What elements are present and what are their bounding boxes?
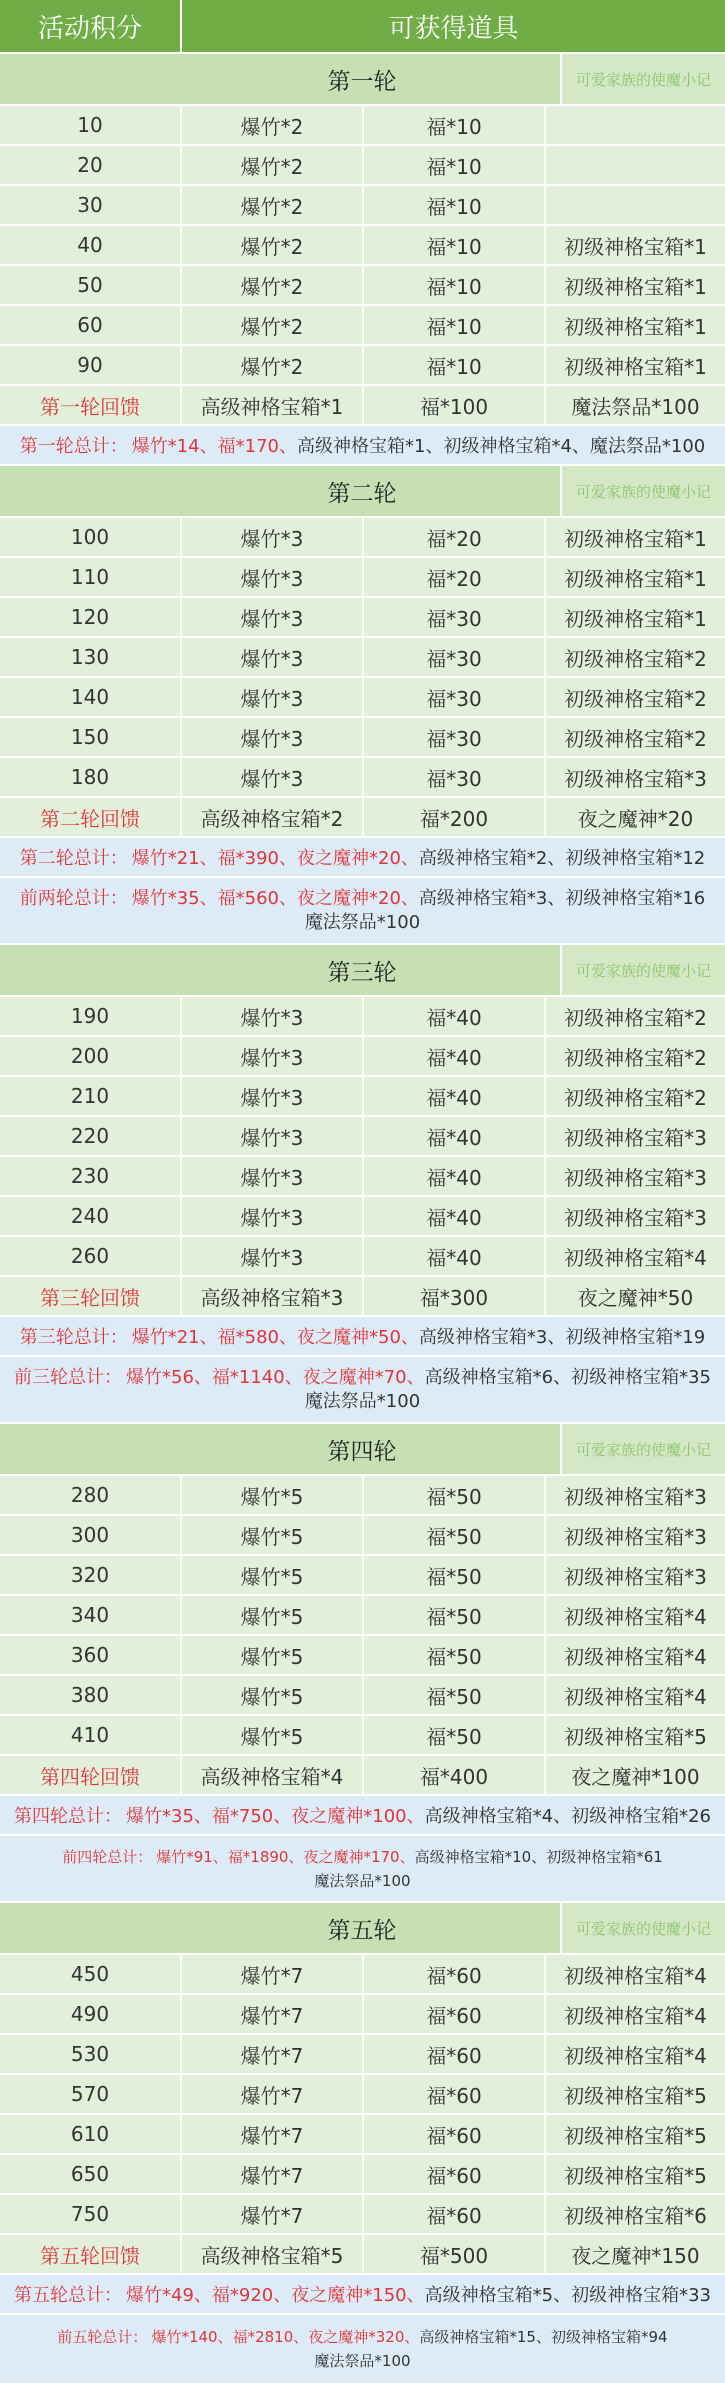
table-row: [0, 758, 725, 796]
fu-cell: 福*40: [364, 1117, 544, 1155]
firecracker-cell: 爆竹*3: [182, 638, 362, 676]
table-row: [0, 2075, 725, 2113]
round-title: 第三轮: [0, 945, 560, 995]
firecracker-cell: 爆竹*2: [182, 186, 362, 224]
chest-cell: 初级神格宝箱*3: [546, 1556, 725, 1594]
total-highlight: 爆竹*21、福*390、夜之魔神*20、: [131, 848, 419, 869]
table-row: [0, 1516, 725, 1554]
chest-cell: 初级神格宝箱*5: [546, 2115, 725, 2153]
table-header: [0, 0, 725, 52]
total-rest: 高级神格宝箱*15、初级神格宝箱*94: [419, 2328, 668, 2346]
firecracker-cell: 爆竹*3: [182, 678, 362, 716]
fu-cell: 福*400: [364, 1756, 544, 1794]
total-rest: 高级神格宝箱*5、初级神格宝箱*33: [424, 2285, 711, 2306]
round-total-row: [0, 426, 725, 464]
feedback-label: 第三轮回馈: [0, 1277, 180, 1315]
round-title: 第五轮: [0, 1903, 560, 1953]
firecracker-cell: 爆竹*2: [182, 226, 362, 264]
chest-cell: 初级神格宝箱*3: [546, 1476, 725, 1514]
round-section: [0, 1903, 725, 2383]
firecracker-cell: 爆竹*7: [182, 2075, 362, 2113]
round-title: 第二轮: [0, 466, 560, 516]
table-row: [0, 1716, 725, 1754]
points-cell: 120: [0, 598, 180, 636]
firecracker-cell: 爆竹*3: [182, 1197, 362, 1235]
total-label: 前三轮总计：: [14, 1366, 122, 1388]
firecracker-cell: 爆竹*5: [182, 1596, 362, 1634]
points-cell: 610: [0, 2115, 180, 2153]
feedback-row: [0, 798, 725, 836]
table-row: [0, 186, 725, 224]
firecracker-cell: 爆竹*5: [182, 1716, 362, 1754]
chest-cell: 夜之魔神*100: [546, 1756, 725, 1794]
fu-cell: 福*30: [364, 598, 544, 636]
total-rest: 高级神格宝箱*6、初级神格宝箱*35: [424, 1366, 711, 1388]
table-row: [0, 106, 725, 144]
cumulative-total: [0, 2315, 725, 2383]
chest-cell: 初级神格宝箱*2: [546, 638, 725, 676]
table-row: [0, 1676, 725, 1714]
table-row: [0, 518, 725, 556]
round-section: [0, 1424, 725, 1901]
total-highlight: 爆竹*49、福*920、夜之魔神*150、: [126, 2285, 425, 2306]
firecracker-cell: 爆竹*7: [182, 1995, 362, 2033]
fu-cell: 福*60: [364, 2195, 544, 2233]
round-total-line: [20, 432, 706, 458]
points-cell: 450: [0, 1955, 180, 1993]
table-row: [0, 2155, 725, 2193]
round-header: [0, 945, 725, 995]
points-cell: 230: [0, 1157, 180, 1195]
cumulative-total-row: [0, 1357, 725, 1422]
table-row: [0, 1117, 725, 1155]
chest-cell: 初级神格宝箱*1: [546, 346, 725, 384]
points-cell: 750: [0, 2195, 180, 2233]
points-cell: 650: [0, 2155, 180, 2193]
round-section: [0, 466, 725, 943]
chest-cell: 初级神格宝箱*4: [546, 1995, 725, 2033]
fu-cell: 福*30: [364, 758, 544, 796]
points-cell: 320: [0, 1556, 180, 1594]
total-rest: 高级神格宝箱*3、初级神格宝箱*19: [418, 1327, 706, 1348]
chest-cell: 初级神格宝箱*4: [546, 1596, 725, 1634]
fu-cell: 福*60: [364, 2155, 544, 2193]
firecracker-cell: 高级神格宝箱*2: [182, 798, 362, 836]
total-rest: 高级神格宝箱*3、初级神格宝箱*16: [418, 887, 706, 909]
round-total-line: [14, 1802, 711, 1828]
chest-cell: 初级神格宝箱*2: [546, 1037, 725, 1075]
firecracker-cell: 爆竹*5: [182, 1476, 362, 1514]
fu-cell: 福*40: [364, 997, 544, 1035]
round-header: [0, 1903, 725, 1953]
fu-cell: 福*60: [364, 1955, 544, 1993]
total-label: 前五轮总计：: [57, 2328, 148, 2346]
fu-cell: 福*60: [364, 2115, 544, 2153]
round-header: [0, 466, 725, 516]
firecracker-cell: 爆竹*3: [182, 1037, 362, 1075]
table-row: [0, 1596, 725, 1634]
total-highlight: 爆竹*14、福*170、: [131, 436, 297, 457]
firecracker-cell: 高级神格宝箱*1: [182, 386, 362, 424]
round-total-row: [0, 2275, 725, 2313]
chest-cell: 初级神格宝箱*3: [546, 1516, 725, 1554]
firecracker-cell: 爆竹*3: [182, 758, 362, 796]
table-row: [0, 1955, 725, 1993]
table-row: [0, 2195, 725, 2233]
table-row: [0, 997, 725, 1035]
table-row: [0, 598, 725, 636]
round-total: [0, 838, 725, 876]
total-label: 第二轮总计：: [19, 848, 128, 869]
credit-note: 可爱家族的使魔小记: [562, 945, 725, 995]
round-header: [0, 54, 725, 104]
round-title: 第一轮: [0, 54, 560, 104]
round-total-row: [0, 838, 725, 876]
chest-cell: 夜之魔神*20: [546, 798, 725, 836]
firecracker-cell: 爆竹*2: [182, 266, 362, 304]
firecracker-cell: 爆竹*3: [182, 558, 362, 596]
table-row: [0, 1237, 725, 1275]
firecracker-cell: 爆竹*2: [182, 306, 362, 344]
firecracker-cell: 爆竹*3: [182, 718, 362, 756]
total-label: 前四轮总计：: [62, 1847, 153, 1866]
firecracker-cell: 爆竹*3: [182, 518, 362, 556]
firecracker-cell: 爆竹*7: [182, 1955, 362, 1993]
firecracker-cell: 爆竹*7: [182, 2115, 362, 2153]
table-row: [0, 1157, 725, 1195]
firecracker-cell: 爆竹*3: [182, 1237, 362, 1275]
feedback-row: [0, 1756, 725, 1794]
fu-cell: 福*60: [364, 1995, 544, 2033]
round-title: 第四轮: [0, 1424, 560, 1474]
total-rest: 高级神格宝箱*2、初级神格宝箱*12: [418, 848, 706, 869]
chest-cell: 初级神格宝箱*1: [546, 598, 725, 636]
fu-cell: 福*40: [364, 1237, 544, 1275]
round-total-line: [14, 2281, 711, 2307]
points-column-header: 活动积分: [0, 0, 180, 52]
table-row: [0, 678, 725, 716]
firecracker-cell: 爆竹*5: [182, 1636, 362, 1674]
fu-cell: 福*10: [364, 106, 544, 144]
points-cell: 360: [0, 1636, 180, 1674]
total-label: 第三轮总计：: [19, 1327, 128, 1348]
credit-note: 可爱家族的使魔小记: [562, 54, 725, 104]
fu-cell: 福*20: [364, 558, 544, 596]
chest-cell: 魔法祭品*100: [546, 386, 725, 424]
fu-cell: 福*40: [364, 1157, 544, 1195]
points-cell: 60: [0, 306, 180, 344]
chest-cell: 夜之魔神*150: [546, 2235, 725, 2273]
fu-cell: 福*60: [364, 2035, 544, 2073]
firecracker-cell: 爆竹*3: [182, 1117, 362, 1155]
firecracker-cell: 爆竹*3: [182, 1077, 362, 1115]
round-section: [0, 945, 725, 1422]
cumulative-total-row: [0, 1836, 725, 1901]
table-row: [0, 266, 725, 304]
points-cell: 340: [0, 1596, 180, 1634]
points-cell: 10: [0, 106, 180, 144]
points-cell: 220: [0, 1117, 180, 1155]
table-row: [0, 346, 725, 384]
total-highlight: 爆竹*56、福*1140、夜之魔神*70、: [126, 1366, 425, 1388]
cumulative-total-line: [14, 1366, 711, 1390]
points-cell: 150: [0, 718, 180, 756]
fu-cell: 福*50: [364, 1596, 544, 1634]
items-column-header: 可获得道具: [182, 0, 725, 52]
points-cell: 410: [0, 1716, 180, 1754]
round-total-line: [20, 1323, 706, 1349]
firecracker-cell: 爆竹*5: [182, 1516, 362, 1554]
fu-cell: 福*60: [364, 2075, 544, 2113]
points-cell: 100: [0, 518, 180, 556]
credit-note: 可爱家族的使魔小记: [562, 1424, 725, 1474]
firecracker-cell: 爆竹*7: [182, 2035, 362, 2073]
credit-note: 可爱家族的使魔小记: [562, 1903, 725, 1953]
points-cell: 130: [0, 638, 180, 676]
cumulative-total-line2: 魔法祭品*100: [304, 1390, 421, 1412]
chest-cell: 初级神格宝箱*1: [546, 518, 725, 556]
points-cell: 200: [0, 1037, 180, 1075]
fu-cell: 福*200: [364, 798, 544, 836]
firecracker-cell: 爆竹*3: [182, 997, 362, 1035]
fu-cell: 福*500: [364, 2235, 544, 2273]
chest-cell: 初级神格宝箱*4: [546, 1636, 725, 1674]
firecracker-cell: 爆竹*3: [182, 1157, 362, 1195]
total-rest: 高级神格宝箱*10、初级神格宝箱*61: [414, 1847, 663, 1866]
firecracker-cell: 高级神格宝箱*4: [182, 1756, 362, 1794]
chest-cell: 初级神格宝箱*2: [546, 678, 725, 716]
points-cell: 490: [0, 1995, 180, 2033]
table-row: [0, 1197, 725, 1235]
round-total: [0, 2275, 725, 2313]
chest-cell: 初级神格宝箱*1: [546, 226, 725, 264]
points-cell: 40: [0, 226, 180, 264]
points-cell: 110: [0, 558, 180, 596]
points-cell: 190: [0, 997, 180, 1035]
total-highlight: 爆竹*35、福*560、夜之魔神*20、: [131, 887, 419, 909]
round-section: [0, 54, 725, 464]
points-cell: 90: [0, 346, 180, 384]
chest-cell: 初级神格宝箱*2: [546, 718, 725, 756]
feedback-label: 第二轮回馈: [0, 798, 180, 836]
table-row: [0, 1995, 725, 2033]
fu-cell: 福*10: [364, 226, 544, 264]
cumulative-total: [0, 1836, 725, 1901]
firecracker-cell: 爆竹*3: [182, 598, 362, 636]
fu-cell: 福*30: [364, 678, 544, 716]
chest-cell: [546, 146, 725, 184]
cumulative-total: [0, 1357, 725, 1422]
feedback-row: [0, 2235, 725, 2273]
table-row: [0, 1636, 725, 1674]
chest-cell: [546, 186, 725, 224]
fu-cell: 福*50: [364, 1556, 544, 1594]
total-highlight: 爆竹*91、福*1890、夜之魔神*170、: [156, 1847, 415, 1866]
fu-cell: 福*20: [364, 518, 544, 556]
round-total-row: [0, 1317, 725, 1355]
total-label: 第五轮总计：: [14, 2285, 122, 2306]
table-row: [0, 146, 725, 184]
points-cell: 570: [0, 2075, 180, 2113]
total-highlight: 爆竹*21、福*580、夜之魔神*50、: [131, 1327, 419, 1348]
feedback-label: 第五轮回馈: [0, 2235, 180, 2273]
table-row: [0, 558, 725, 596]
fu-cell: 福*10: [364, 306, 544, 344]
fu-cell: 福*40: [364, 1037, 544, 1075]
total-label: 第四轮总计：: [14, 1806, 122, 1827]
table-row: [0, 718, 725, 756]
total-highlight: 爆竹*35、福*750、夜之魔神*100、: [126, 1806, 425, 1827]
table-row: [0, 2115, 725, 2153]
cumulative-total-line2: 魔法祭品*100: [314, 2352, 411, 2370]
chest-cell: 初级神格宝箱*3: [546, 1157, 725, 1195]
chest-cell: 初级神格宝箱*5: [546, 1716, 725, 1754]
total-label: 第一轮总计：: [19, 436, 128, 457]
fu-cell: 福*10: [364, 346, 544, 384]
firecracker-cell: 爆竹*2: [182, 106, 362, 144]
firecracker-cell: 爆竹*5: [182, 1556, 362, 1594]
cumulative-total-row: [0, 2315, 725, 2383]
total-highlight: 爆竹*140、福*2810、夜之魔神*320、: [151, 2328, 420, 2346]
chest-cell: 初级神格宝箱*5: [546, 2155, 725, 2193]
chest-cell: 初级神格宝箱*2: [546, 1077, 725, 1115]
fu-cell: 福*10: [364, 186, 544, 224]
round-total-row: [0, 1796, 725, 1834]
round-header: [0, 1424, 725, 1474]
total-rest: 高级神格宝箱*4、初级神格宝箱*26: [424, 1806, 711, 1827]
chest-cell: 初级神格宝箱*1: [546, 306, 725, 344]
chest-cell: [546, 106, 725, 144]
firecracker-cell: 爆竹*2: [182, 346, 362, 384]
table-row: [0, 1037, 725, 1075]
total-label: 前两轮总计：: [19, 887, 128, 909]
firecracker-cell: 高级神格宝箱*5: [182, 2235, 362, 2273]
cumulative-total-line: [57, 2325, 667, 2349]
fu-cell: 福*40: [364, 1197, 544, 1235]
chest-cell: 初级神格宝箱*1: [546, 266, 725, 304]
firecracker-cell: 爆竹*5: [182, 1676, 362, 1714]
fu-cell: 福*10: [364, 146, 544, 184]
cumulative-total-row: [0, 878, 725, 943]
chest-cell: 初级神格宝箱*5: [546, 2075, 725, 2113]
chest-cell: 夜之魔神*50: [546, 1277, 725, 1315]
fu-cell: 福*50: [364, 1476, 544, 1514]
points-cell: 300: [0, 1516, 180, 1554]
cumulative-total-line: [62, 1845, 663, 1869]
table-row: [0, 1476, 725, 1514]
firecracker-cell: 爆竹*2: [182, 146, 362, 184]
feedback-row: [0, 1277, 725, 1315]
table-row: [0, 306, 725, 344]
points-cell: 530: [0, 2035, 180, 2073]
cumulative-total-line2: 魔法祭品*100: [314, 1871, 411, 1890]
feedback-row: [0, 386, 725, 424]
chest-cell: 初级神格宝箱*6: [546, 2195, 725, 2233]
fu-cell: 福*300: [364, 1277, 544, 1315]
round-total-line: [20, 844, 706, 870]
chest-cell: 初级神格宝箱*3: [546, 758, 725, 796]
points-cell: 140: [0, 678, 180, 716]
round-total: [0, 426, 725, 464]
fu-cell: 福*50: [364, 1516, 544, 1554]
points-cell: 30: [0, 186, 180, 224]
chest-cell: 初级神格宝箱*3: [546, 1117, 725, 1155]
points-cell: 20: [0, 146, 180, 184]
round-total: [0, 1796, 725, 1834]
firecracker-cell: 高级神格宝箱*3: [182, 1277, 362, 1315]
fu-cell: 福*50: [364, 1636, 544, 1674]
chest-cell: 初级神格宝箱*2: [546, 997, 725, 1035]
chest-cell: 初级神格宝箱*4: [546, 1955, 725, 1993]
table-row: [0, 226, 725, 264]
cumulative-total-line: [20, 887, 706, 911]
points-cell: 210: [0, 1077, 180, 1115]
points-cell: 260: [0, 1237, 180, 1275]
fu-cell: 福*30: [364, 638, 544, 676]
cumulative-total-line2: 魔法祭品*100: [304, 911, 421, 933]
fu-cell: 福*30: [364, 718, 544, 756]
points-cell: 380: [0, 1676, 180, 1714]
total-rest: 高级神格宝箱*1、初级神格宝箱*4、魔法祭品*100: [297, 436, 706, 457]
round-total: [0, 1317, 725, 1355]
chest-cell: 初级神格宝箱*3: [546, 1197, 725, 1235]
fu-cell: 福*10: [364, 266, 544, 304]
points-cell: 180: [0, 758, 180, 796]
feedback-label: 第四轮回馈: [0, 1756, 180, 1794]
firecracker-cell: 爆竹*7: [182, 2155, 362, 2193]
table-row: [0, 1077, 725, 1115]
points-cell: 240: [0, 1197, 180, 1235]
chest-cell: 初级神格宝箱*4: [546, 1237, 725, 1275]
fu-cell: 福*100: [364, 386, 544, 424]
credit-note: 可爱家族的使魔小记: [562, 466, 725, 516]
points-cell: 280: [0, 1476, 180, 1514]
fu-cell: 福*50: [364, 1676, 544, 1714]
table-row: [0, 638, 725, 676]
fu-cell: 福*50: [364, 1716, 544, 1754]
chest-cell: 初级神格宝箱*4: [546, 1676, 725, 1714]
firecracker-cell: 爆竹*7: [182, 2195, 362, 2233]
feedback-label: 第一轮回馈: [0, 386, 180, 424]
table-row: [0, 2035, 725, 2073]
points-cell: 50: [0, 266, 180, 304]
chest-cell: 初级神格宝箱*4: [546, 2035, 725, 2073]
chest-cell: 初级神格宝箱*1: [546, 558, 725, 596]
cumulative-total: [0, 878, 725, 943]
rounds-container: [0, 54, 725, 2383]
table-row: [0, 1556, 725, 1594]
fu-cell: 福*40: [364, 1077, 544, 1115]
